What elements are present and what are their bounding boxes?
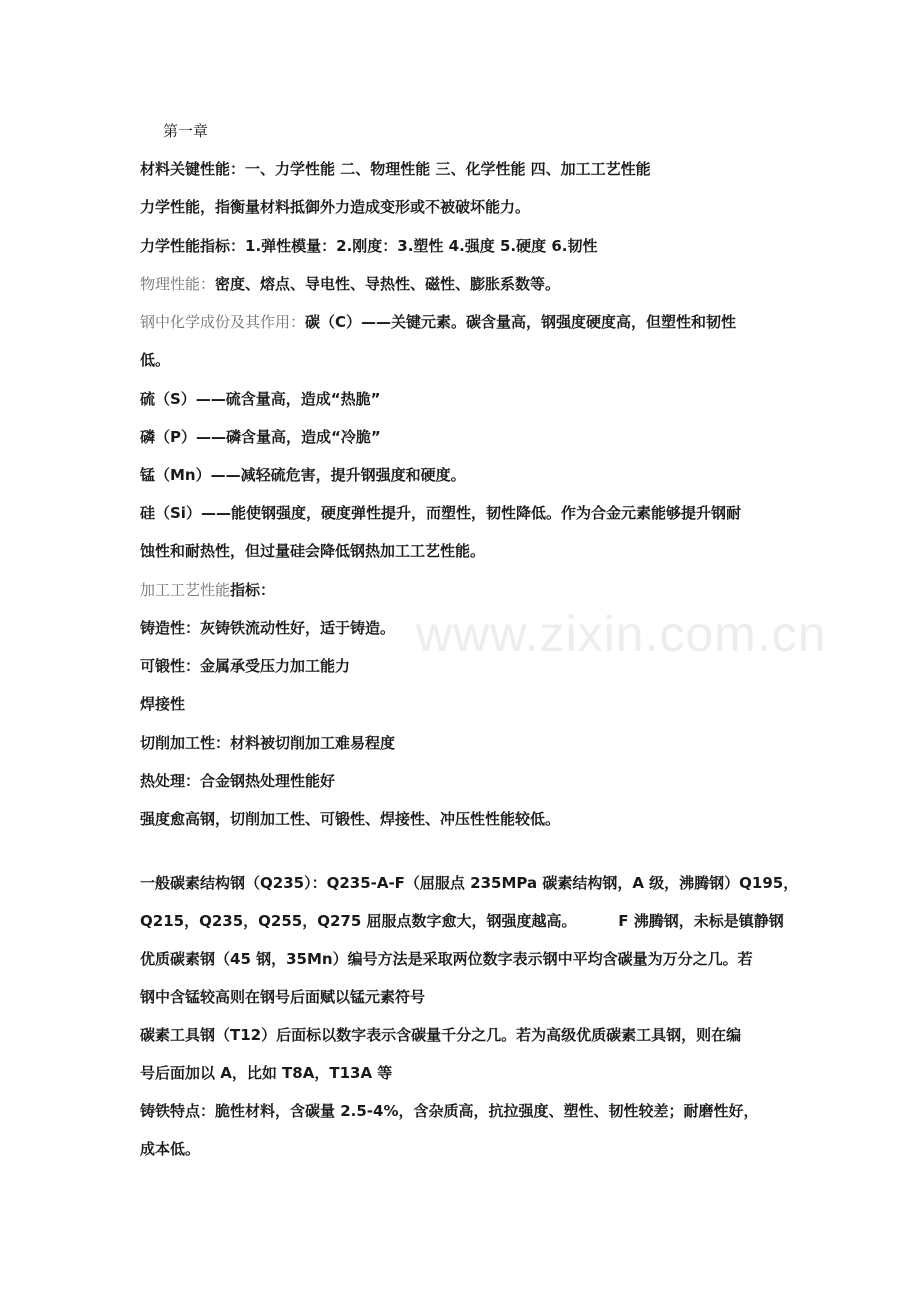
text-run: 密度、熔点、导电性、导热性、磁性、膨胀系数等。 [215,275,561,293]
text-line [140,274,560,294]
text-line: 碳素工具钢（T12）后面标以数字表示含碳量千分之几。若为高级优质碳素工具钢，则在编 [140,1026,742,1044]
text-run: 钢中化学成份及其作用： [140,313,306,331]
text-line: 一般碳素结构钢（Q235）：Q235-A-F（屈服点 235MPa 碳素结构钢，A 级，沸腾钢）Q195， [140,874,799,892]
text-line: 蚀性和耐热性，但过量硅会降低钢热加工工艺性能。 [140,542,486,560]
text-line: 力学性能，指衡量材料抵御外力造成变形或不被破坏能力。 [140,198,531,216]
text-line: Q215，Q235，Q255，Q275 屈服点数字愈大，钢强度越高。 F 沸腾钢，未标是镇静钢 [140,912,784,930]
text-line: 硅（Si）——能使钢强度，硬度弹性提升，而塑性，韧性降低。作为合金元素能够提升钢耐 [140,504,741,522]
text-line: 焊接性 [140,695,186,713]
text-run: 指标： [230,581,276,599]
text-line [140,580,275,600]
text-line: 优质碳素钢（45 钢，35Mn）编号方法是采取两位数字表示钢中平均含碳量为万分之几。若 [140,950,753,968]
watermark: www.zixin.com.cn [416,606,827,662]
text-line: 钢中含锰较高则在钢号后面赋以锰元素符号 [140,988,426,1006]
text-line: 铸造性：灰铸铁流动性好，适于铸造。 [140,619,396,637]
text-line: 铸铁特点：脆性材料，含碳量 2.5-4%，含杂质高，抗拉强度、塑性、韧性较差；耐磨性好， [140,1102,759,1120]
text-line: 成本低。 [140,1140,201,1158]
text-line [140,312,736,332]
text-line: 强度愈高钢，切削加工性、可锻性、焊接性、冲压性性能较低。 [140,810,561,828]
text-run: 碳（C）——关键元素。碳含量高，钢强度硬度高，但塑性和韧性 [305,313,737,331]
text-line: 磷（P）——磷含量高，造成“冷脆” [140,428,381,446]
text-line: 低。 [140,351,171,369]
text-run: 物理性能： [140,275,216,293]
text-line: 热处理：合金钢热处理性能好 [140,772,336,790]
text-line: 可锻性：金属承受压力加工能力 [140,657,351,675]
text-run: 加工工艺性能 [140,581,231,599]
text-line: 号后面加以 A，比如 T8A，T13A 等 [140,1064,393,1082]
text-line: 切削加工性：材料被切削加工难易程度 [140,734,396,752]
text-line: 硫（S）——硫含量高，造成“热脆” [140,390,381,408]
text-line: 材料关键性能：一、力学性能 二、物理性能 三、化学性能 四、加工工艺性能 [140,160,651,178]
text-line: 力学性能指标：1.弹性模量：2.刚度：3.塑性 4.强度 5.硬度 6.韧性 [140,237,598,255]
text-line: 锰（Mn）——减轻硫危害，提升钢强度和硬度。 [140,466,466,484]
chapter-title: 第一章 [163,122,209,140]
